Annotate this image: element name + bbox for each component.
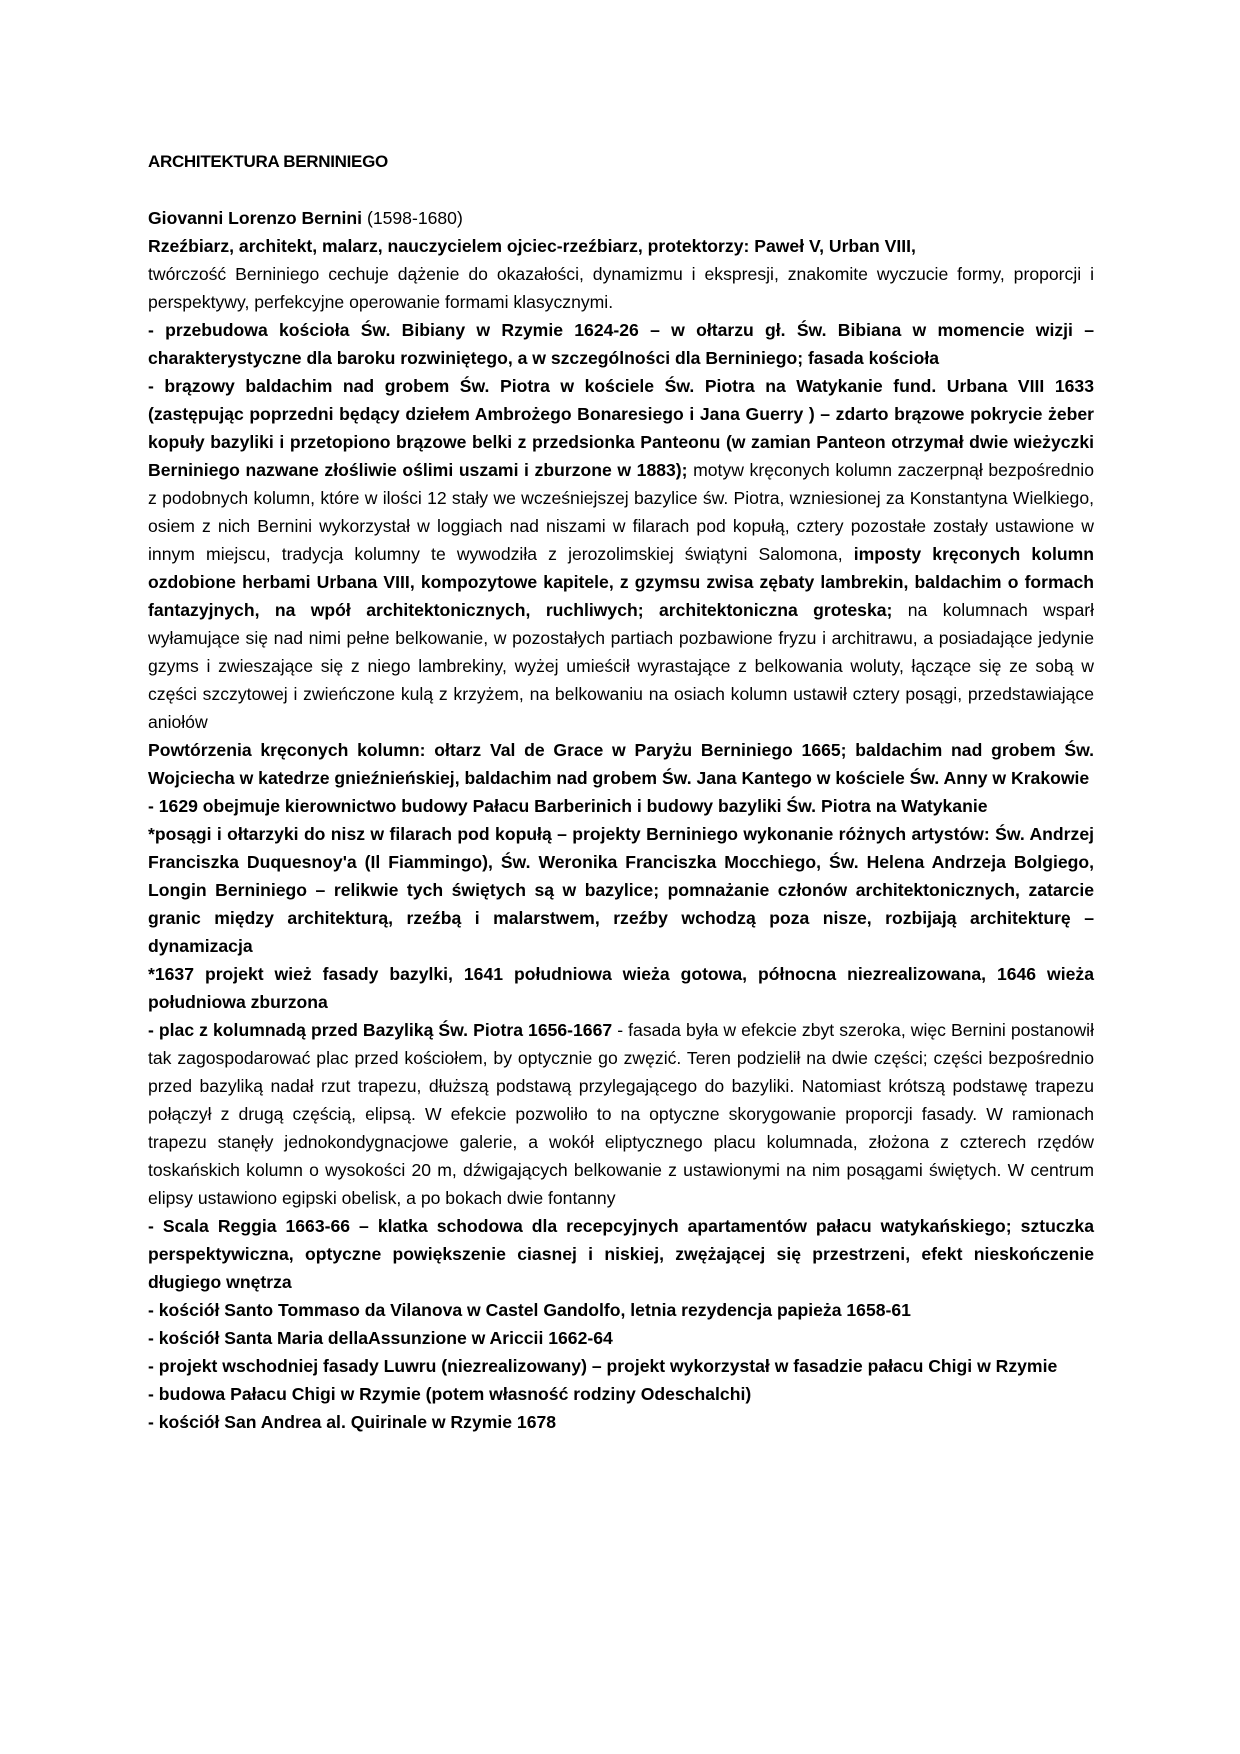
list-item: - kościół Santa Maria dellaAssunzione w Ariccii 1662-64 [148, 1328, 613, 1348]
baldachim-normal-1: motyw kręconych kolumn zaczerpnął bezpośrednio z podobnych kolumn, które w ilości 12 stały we wcześniejszej bazylice św. Piotra, wzniesionej za Konstantyna Wielkiego, osiem z nich Bernini wykorzystał w loggiach nad niszami w filarach pod kopułą, cztery pozostałe zostały ustawione w innym miejscu, tradycja kolumny te wywodziła z jerozolimskiej świątyni Salomona, [148, 460, 1094, 564]
intro-description: twórczość Berniniego cechuje dążenie do okazałości, dynamizmu i ekspresji, znakomite wyczucie formy, proporcji i perspektywy, perfekcyjne operowanie formami klasycznymi. [148, 264, 1094, 312]
baldachim-bold-2: imposty kręconych kolumn ozdobione herbami Urbana VIII, kompozytowe kapitele, z gzymsu zwisa zębaty lambrekin, baldachim o formach fantazyjnych, na wpół architektonicznych, ruchliwych; architektoniczna groteska; [148, 544, 1094, 620]
paragraph-scala: - Scala Reggia 1663-66 – klatka schodowa dla recepcyjnych apartamentów pałacu watykańskiego; sztuczka perspektywiczna, optyczne powiększenie ciasnej i niskiej, zwężającej się przestrzeni, efekt nieskończenie długiego wnętrza [148, 1216, 1094, 1292]
document-title: ARCHITEKTURA BERNINIEGO [148, 152, 388, 171]
list-item: - projekt wschodniej fasady Luwru (niezrealizowany) – projekt wykorzystał w fasadzie pałacu Chigi w Rzymie [148, 1356, 1058, 1376]
list-item: - kościół Santo Tommaso da Vilanova w Castel Gandolfo, letnia rezydencja papieża 1658-61 [148, 1300, 911, 1320]
paragraph-bibiana: - przebudowa kościoła Św. Bibiany w Rzymie 1624-26 – w ołtarzu gł. Św. Bibiana w momencie wizji – charakterystyczne dla baroku rozwiniętego, a w szczególności dla Berniniego; fasada kościoła [148, 320, 1094, 368]
piazza-normal: - fasada była w efekcie zbyt szeroka, więc Bernini postanowił tak zagospodarować plac przed kościołem, by optycznie go zwęzić. Teren podzielił na dwie części; części bezpośrednio przed bazyliką nadał rzut trapezu, dłuższą podstawą przylegającego do bazyliki. Natomiast krótszą podstawę trapezu połączył z drugą częścią, elipsą. W efekcie pozwoliło to na optyczne skorygowanie proporcji fasady. W ramionach trapezu stanęły jednokondygnacjowe galerie, a wokół eliptycznego placu kolumnada, złożona z czterech rzędów toskańskich kolumn o wysokości 20 m, dźwigających belkowanie z ustawionymi na nim posągami świętych. W centrum elipsy ustawiono egipski obelisk, a po bokach dwie fontanny [148, 1020, 1094, 1208]
paragraph-statues: *posągi i ołtarzyki do nisz w filarach pod kopułą – projekty Berniniego wykonanie różnych artystów: Św. Andrzej Franciszka Duquesnoy'a (Il Fiammingo), Św. Weronika Franciszka Mocchiego, Św. Helena Andrzeja Bolgiego, Longin Berniniego – relikwie tych świętych są w bazylice; pomnażanie członów architektonicznych, zatarcie granic między architekturą, rzeźbą i malarstwem, rzeźby wchodzą poza nisze, rozbijają architekturę – dynamizacja [148, 824, 1094, 956]
baldachim-bold-1: - brązowy baldachim nad grobem Św. Piotra w kościele Św. Piotra na Watykanie fund. Urbana VIII 1633 (zastępując poprzedni będący dziełem Ambrożego Bonaresiego i Jana Guerry ) – zdarto brązowe pokrycie żeber kopuły bazyliki i przetopiono brązowe belki z przedsionka Panteonu (w zamian Panteon otrzymał dwie wieżyczki Berniniego nazwane złośliwie oślimi uszami i zburzone w 1883); [148, 376, 1094, 480]
piazza-bold: - plac z kolumnadą przed Bazyliką Św. Piotra 1656-1667 [148, 1020, 613, 1040]
paragraph-towers: *1637 projekt wież fasady bazylki, 1641 południowa wieża gotowa, północna niezrealizowana, 1646 wieża południowa zburzona [148, 964, 1094, 1012]
document-page [148, 148, 1094, 1436]
list-item: - budowa Pałacu Chigi w Rzymie (potem własność rodziny Odeschalchi) [148, 1384, 752, 1404]
intro-heading [148, 204, 1094, 232]
paragraph-baldachim [148, 372, 1094, 736]
paragraph-piazza [148, 1016, 1094, 1212]
paragraph-repetitions: Powtórzenia kręconych kolumn: ołtarz Val de Grace w Paryżu Berniniego 1665; baldachim nad grobem Św. Wojciecha w katedrze gnieźnieńskiej, baldachim nad grobem Św. Jana Kantego w kościele Św. Anny w Krakowie [148, 740, 1094, 788]
baldachim-normal-2: na kolumnach wsparł wyłamujące się nad nimi pełne belkowanie, w pozostałych partiach pozbawione fryzu i architrawu, a posiadające jedynie gzyms i zwieszające się z niego lambrekiny, wyżej umieścił wyrastające z belkowania woluty, łączące się ze sobą w części szczytowej i zwieńczone kulą z krzyżem, na belkowaniu na osiach kolumn ustawił cztery posągi, przedstawiające aniołów [148, 600, 1094, 732]
intro-patrons: Rzeźbiarz, architekt, malarz, nauczycielem ojciec-rzeźbiarz, protektorzy: Paweł V, Urban VIII, [148, 236, 916, 256]
artist-name: Giovanni Lorenzo Bernini [148, 208, 363, 228]
artist-dates: (1598-1680) [362, 208, 463, 228]
paragraph-direction: - 1629 obejmuje kierownictwo budowy Pałacu Barberinich i budowy bazyliki Św. Piotra na Watykanie [148, 796, 988, 816]
list-item: - kościół San Andrea al. Quirinale w Rzymie 1678 [148, 1412, 557, 1432]
